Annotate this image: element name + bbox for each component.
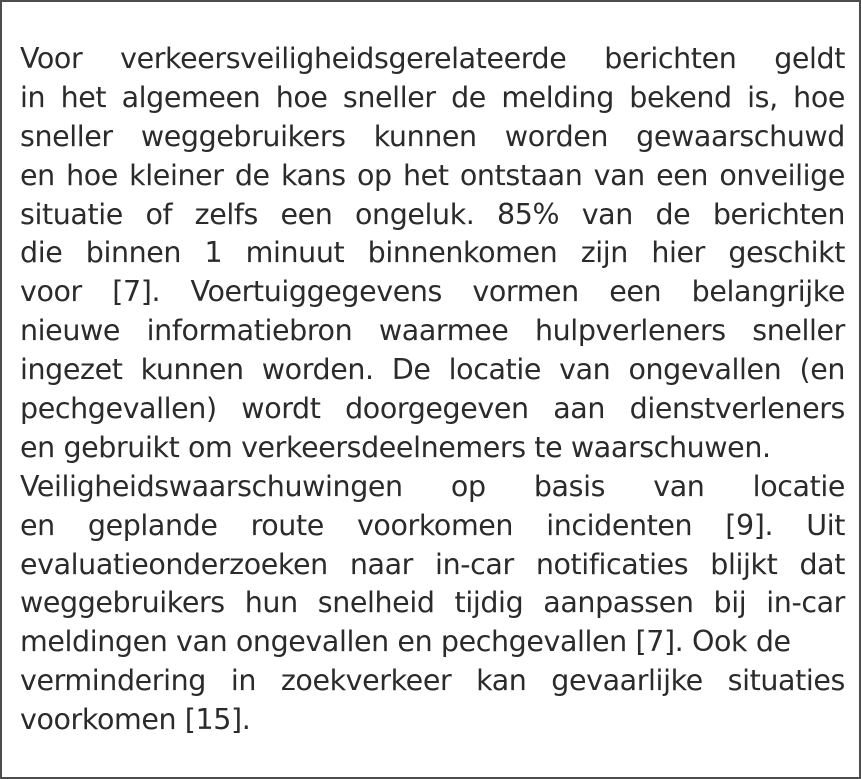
- text-line: voorkomen [15].: [20, 703, 251, 737]
- text-line: situatie of zelfs een ongeluk. 85% van de berichten: [20, 197, 845, 231]
- text-line: en hoe kleiner de kans op het ontstaan van een onveilige: [20, 158, 845, 192]
- text-line: en gebruikt om verkeersdeelnemers te waarschuwen.: [20, 430, 771, 464]
- text-line: ingezet kunnen worden. De locatie van ongevallen (en: [20, 353, 845, 387]
- body-paragraph: [20, 40, 845, 740]
- text-line: Veiligheidswaarschuwingen op basis van locatie: [20, 469, 845, 503]
- text-line: vermindering in zoekverkeer kan gevaarlijke situaties: [20, 664, 845, 698]
- text-line: weggebruikers hun snelheid tijdig aanpassen bij in-car: [20, 586, 845, 620]
- text-line: meldingen van ongevallen en pechgevallen [7]. Ook de: [20, 625, 791, 659]
- text-line: Voor verkeersveiligheidsgerelateerde berichten geldt: [20, 42, 845, 75]
- text-line: en geplande route voorkomen incidenten [9]. Uit: [20, 508, 845, 542]
- text-line: in het algemeen hoe sneller de melding bekend is, hoe: [20, 80, 845, 114]
- text-line: sneller weggebruikers kunnen worden gewaarschuwd: [20, 119, 845, 153]
- text-line: nieuwe informatiebron waarmee hulpverleners sneller: [20, 314, 845, 348]
- text-line: pechgevallen) wordt doorgegeven aan dienstverleners: [20, 392, 845, 426]
- text-line: evaluatieonderzoeken naar in-car notificaties blijkt dat: [20, 547, 845, 581]
- text-line: die binnen 1 minuut binnenkomen zijn hier geschikt: [20, 236, 845, 270]
- text-line: voor [7]. Voertuiggegevens vormen een belangrijke: [20, 275, 845, 309]
